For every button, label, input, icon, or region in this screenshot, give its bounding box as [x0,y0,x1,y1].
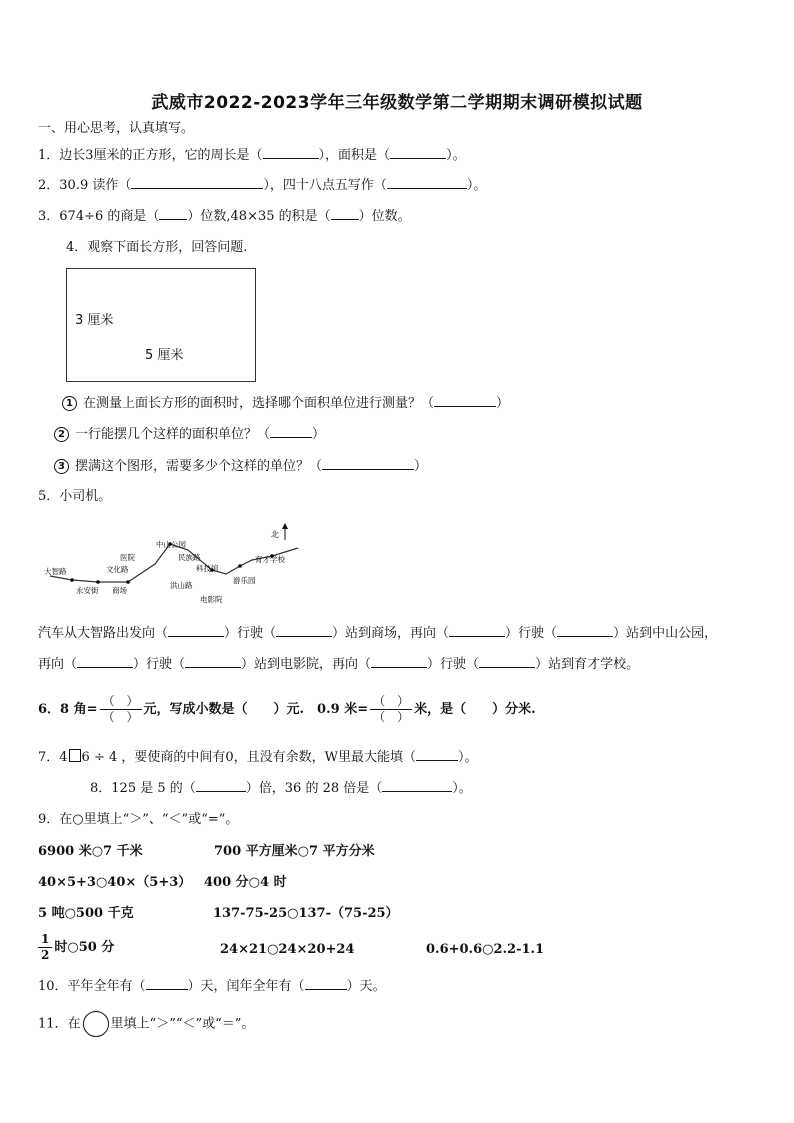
place-label: 民族路 [178,553,201,562]
answer-blank[interactable] [449,624,505,637]
compare-item[interactable]: 400 分○4 时 [204,875,287,890]
height-label: 3 厘米 [75,313,114,328]
compare-item[interactable]: 0.6+0.6○2.2-1.1 [426,942,545,957]
q7-text-c: ）。 [458,750,478,765]
q11-text-b: 里填上“＞”“＜”或“＝”。 [110,1016,255,1032]
answer-blank[interactable] [416,748,458,761]
stop-dot [126,580,130,584]
answer-blank[interactable] [479,655,535,668]
question-5: 5．小司机。 [38,489,112,504]
stop-dot [238,564,242,568]
answer-blank[interactable] [434,394,496,407]
question-1 [38,146,466,165]
q6-text-b: 元，写成小数是（ ）元. 0.9 米= [143,702,369,717]
answer-blank[interactable] [322,457,414,470]
circled-number-2: 2 [54,427,69,442]
answer-blank[interactable] [390,146,446,159]
page-title: 武威市2022-2023学年三年级数学第二学期期末调研模拟试题 [151,93,643,113]
answer-blank[interactable] [131,176,263,189]
question-5-line-2 [38,655,639,674]
answer-blank[interactable] [77,655,133,668]
q4-sub2-text: 一行能摆几个这样的面积单位？（ [75,427,271,442]
fraction-numerator: 1 [38,932,52,948]
compare-item[interactable]: 6900 米○7 千米 [38,844,143,859]
q5-line2-c: ）站到电影院，再向（ [241,657,372,672]
answer-blank[interactable] [168,624,224,637]
digit-box[interactable] [69,749,81,762]
answer-blank[interactable] [159,207,187,220]
q8-text-b: ）倍，36 的 28 倍是（ [245,781,383,796]
q3-text-c: ）位数。 [358,209,411,224]
question-4-sub-3 [54,457,427,476]
fraction-numerator: （ ） [370,694,412,710]
place-label: 医院 [120,553,135,562]
question-3 [38,207,411,226]
answer-blank[interactable] [305,977,347,990]
q4-sub3-text: 摆满这个图形，需要多少个这样的单位？（ [75,459,323,474]
q8-text-c: ）。 [452,781,472,796]
q1-text-c: ）。 [446,148,466,163]
answer-blank[interactable] [382,779,452,792]
place-label: 洪山路 [170,581,193,590]
fraction-denominator: （ ） [102,710,139,724]
q7-text-b: 6 ÷ 4 ，要使商的中间有0，且没有余数，W里最大能填（ [81,750,417,765]
q1-text-b: ），面积是（ [318,148,391,163]
question-8 [90,779,472,798]
q6-text-a: 6．8 角= [38,702,98,717]
answer-blank[interactable] [196,779,246,792]
compare-item[interactable]: 40×5+3○40×（5+3） [38,875,192,890]
question-4-sub-1 [62,394,509,413]
place-label: 科技馆 [196,564,219,573]
question-4-sub-2 [54,425,325,444]
q4-sub3-end: ） [414,459,428,474]
fraction-blank[interactable] [100,694,142,725]
compare-item[interactable]: 137-75-25○137-（75-25） [213,906,399,921]
compare-text: 时○50 分 [54,940,115,955]
place-label: 中山公园 [156,540,186,549]
compare-item[interactable] [38,930,114,966]
q6-text-c: 米，是（ ）分米. [414,702,536,717]
q5-line1-e: ）站到中山公园， [613,626,718,641]
q2-text-a: 2．30.9 读作（ [38,178,132,193]
q2-text-c: ）。 [466,178,487,193]
place-label: 电影院 [200,595,223,604]
route-map [40,520,310,610]
fraction-denominator: 2 [41,948,50,962]
answer-blank[interactable] [331,207,359,220]
answer-blank[interactable] [387,176,467,189]
fraction-denominator: （ ） [373,710,410,724]
q4-sub1-end: ） [496,396,510,411]
place-label: 文化路 [106,565,129,574]
comparison-circle[interactable] [83,1011,109,1037]
question-10 [38,977,386,996]
q5-line2-d: ）行驶（ [427,657,480,672]
question-7 [38,748,478,767]
q11-text-a: 11．在 [38,1016,81,1032]
answer-blank[interactable] [276,624,332,637]
fraction-half [38,932,52,963]
circled-number-3: 3 [54,459,69,474]
answer-blank[interactable] [146,977,188,990]
q4-sub2-end: ） [312,427,326,442]
question-11 [38,1011,254,1038]
place-label: 游乐园 [233,576,256,585]
circled-number-1: 1 [62,396,77,411]
compare-item[interactable]: 5 吨○500 千克 [38,906,134,921]
q5-line2-a: 再向（ [38,657,78,672]
q5-line1-b: ）行驶（ [224,626,277,641]
fraction-blank[interactable] [370,694,412,725]
answer-blank[interactable] [371,655,427,668]
answer-blank[interactable] [185,655,241,668]
q5-line2-b: ）行驶（ [133,657,186,672]
section-heading: 一、用心思考，认真填写。 [38,121,195,136]
q5-line1-c: ）站到商场，再向（ [332,626,450,641]
q5-line1-a: 汽车从大智路出发向（ [38,626,169,641]
question-2 [38,176,486,195]
stop-dot [96,580,100,584]
q5-line2-e: ）站到育才学校。 [535,657,640,672]
q8-text-a: 8．125 是 5 的（ [90,781,196,796]
q10-text-b: ）天，闰年全年有（ [187,979,305,994]
place-label: 商场 [112,586,127,595]
compare-item[interactable]: 700 平方厘米○7 平方分米 [214,844,375,859]
fraction-numerator: （ ） [100,694,142,710]
place-label: 大智路 [44,567,67,576]
place-label: 永安街 [76,586,99,595]
q3-text-a: 3．674÷6 的商是（ [38,209,160,224]
question-6 [38,692,536,728]
north-label: 北 [271,530,279,539]
answer-blank[interactable] [270,425,312,438]
q2-text-b: ），四十八点五写作（ [263,178,387,193]
q10-text-c: ）天。 [346,979,386,994]
q7-text-a: 7．4 [38,750,68,765]
place-label: 育才学校 [255,555,285,564]
q3-text-b: ）位数,48×35 的积是（ [187,209,331,224]
rectangle-figure [66,268,256,382]
q1-text-a: 1．边长3厘米的正方形，它的周长是（ [38,148,263,163]
question-9: 9．在○里填上“＞”、“＜”或“=”。 [38,812,239,827]
stop-dot [70,578,74,582]
question-5-line-1 [38,624,717,643]
answer-blank[interactable] [263,146,319,159]
width-label: 5 厘米 [145,348,184,363]
q4-sub1-text: 在测量上面长方形的面积时，选择哪个面积单位进行测量？（ [83,396,435,411]
answer-blank[interactable] [557,624,613,637]
compare-item[interactable]: 24×21○24×20+24 [220,942,355,957]
question-4: 4．观察下面长方形，回答问题. [66,240,248,255]
q5-line1-d: ）行驶（ [505,626,558,641]
north-arrowhead-icon [282,523,288,529]
q10-text-a: 10．平年全年有（ [38,979,146,994]
